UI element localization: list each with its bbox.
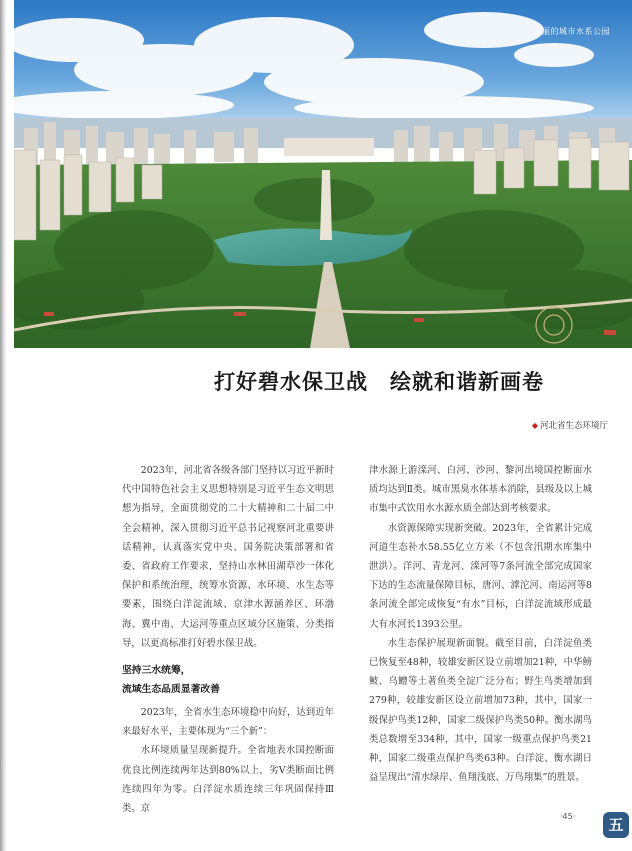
corner-badge: 五 [603, 812, 629, 838]
article-title: 打好碧水保卫战 绘就和谐新画卷 [214, 370, 544, 394]
hero-photo-city-water-park [14, 0, 632, 348]
water-ecology-paragraph: 水生态保护展现新面貌。截至目前，白洋淀鱼类已恢复至48种，较雄安新区设立前增加21种，中华鳑鲏、乌鳢等土著鱼类全淀广泛分布；野生鸟类增加到279种，较雄安新区设立前增加73种，其中，国家一级保护鸟类12种，国家二级保护鸟类50种。衡水湖鸟类总数增至334种，其中，国家一级重点保护鸟类21种，国家二级重点保护鸟类63种。白洋淀、衡水湖日益呈现出“清水绿岸、鱼翔浅底、万鸟翔集”的胜景。 [369, 637, 592, 784]
diamond-icon: ◆ [531, 421, 538, 430]
article-byline [532, 419, 608, 431]
subheading-line-2: 流域生态品质显著改善 [122, 684, 220, 696]
water-quality-paragraph-continued: 津水源上游滦河、白河、沙河、黎河出境国控断面水质均达到Ⅱ类。城市黑臭水体基本消除，县级及以上城市集中式饮用水水源水质全部达到考核要求。 [369, 465, 592, 515]
water-quality-paragraph-start: 水环境质量呈现新提升。全省地表水国控断面优良比例连续两年达到80%以上，劣Ⅴ类断面比例连续四年为零。白洋淀水质连续三年巩固保持Ⅲ类。京 [122, 745, 334, 815]
water-resources-paragraph: 水资源保障实现新突破。2023年，全省累计完成河道生态补水58.55亿立方米（不包含汛期水库集中泄洪）。洋河、青龙河、滦河等7条河流全部完成国家下达的生态流量保障目标，唐河、滹沱河、南运河等8条河流全部完成恢复“有水”目标，白洋淀流域形成最大有水河长1393公里。 [369, 522, 592, 630]
byline-author: 河北省生态环境厅 [539, 421, 608, 431]
section-tag: 美丽的城市水系公园 [533, 27, 610, 36]
page-number: ·45· [560, 812, 576, 821]
summary-paragraph: 2023年，全省水生态环境稳中向好，达到近年来最好水平，主要体现为“三个新”： [122, 707, 334, 738]
section-subheading [122, 661, 334, 699]
aerial-park-illustration [14, 0, 632, 348]
intro-paragraph: 2023年，河北省各级各部门坚持以习近平新时代中国特色社会主义思想特别是习近平生态文明思想为指导，全面贯彻党的二十大精神和二十届二中全会精神，深入贯彻习近平总书记视察河北重要讲话精神，认真落实党中央、国务院决策部署和省委、省政府工作要求，坚持山水林田湖草沙一体化保护和系统治理，统筹水资源、水环境、水生态等要素，围绕白洋淀流域、京津水源涵养区、环渤海、冀中南、大运河等重点区域分区施策、分类指导，以更高标准打好碧水保卫战。 [122, 465, 334, 649]
page-spine-shadow [0, 0, 6, 851]
article-column-right [369, 461, 592, 787]
article-column-left [122, 461, 334, 818]
subheading-line-1: 坚持三水统筹， [122, 665, 191, 677]
